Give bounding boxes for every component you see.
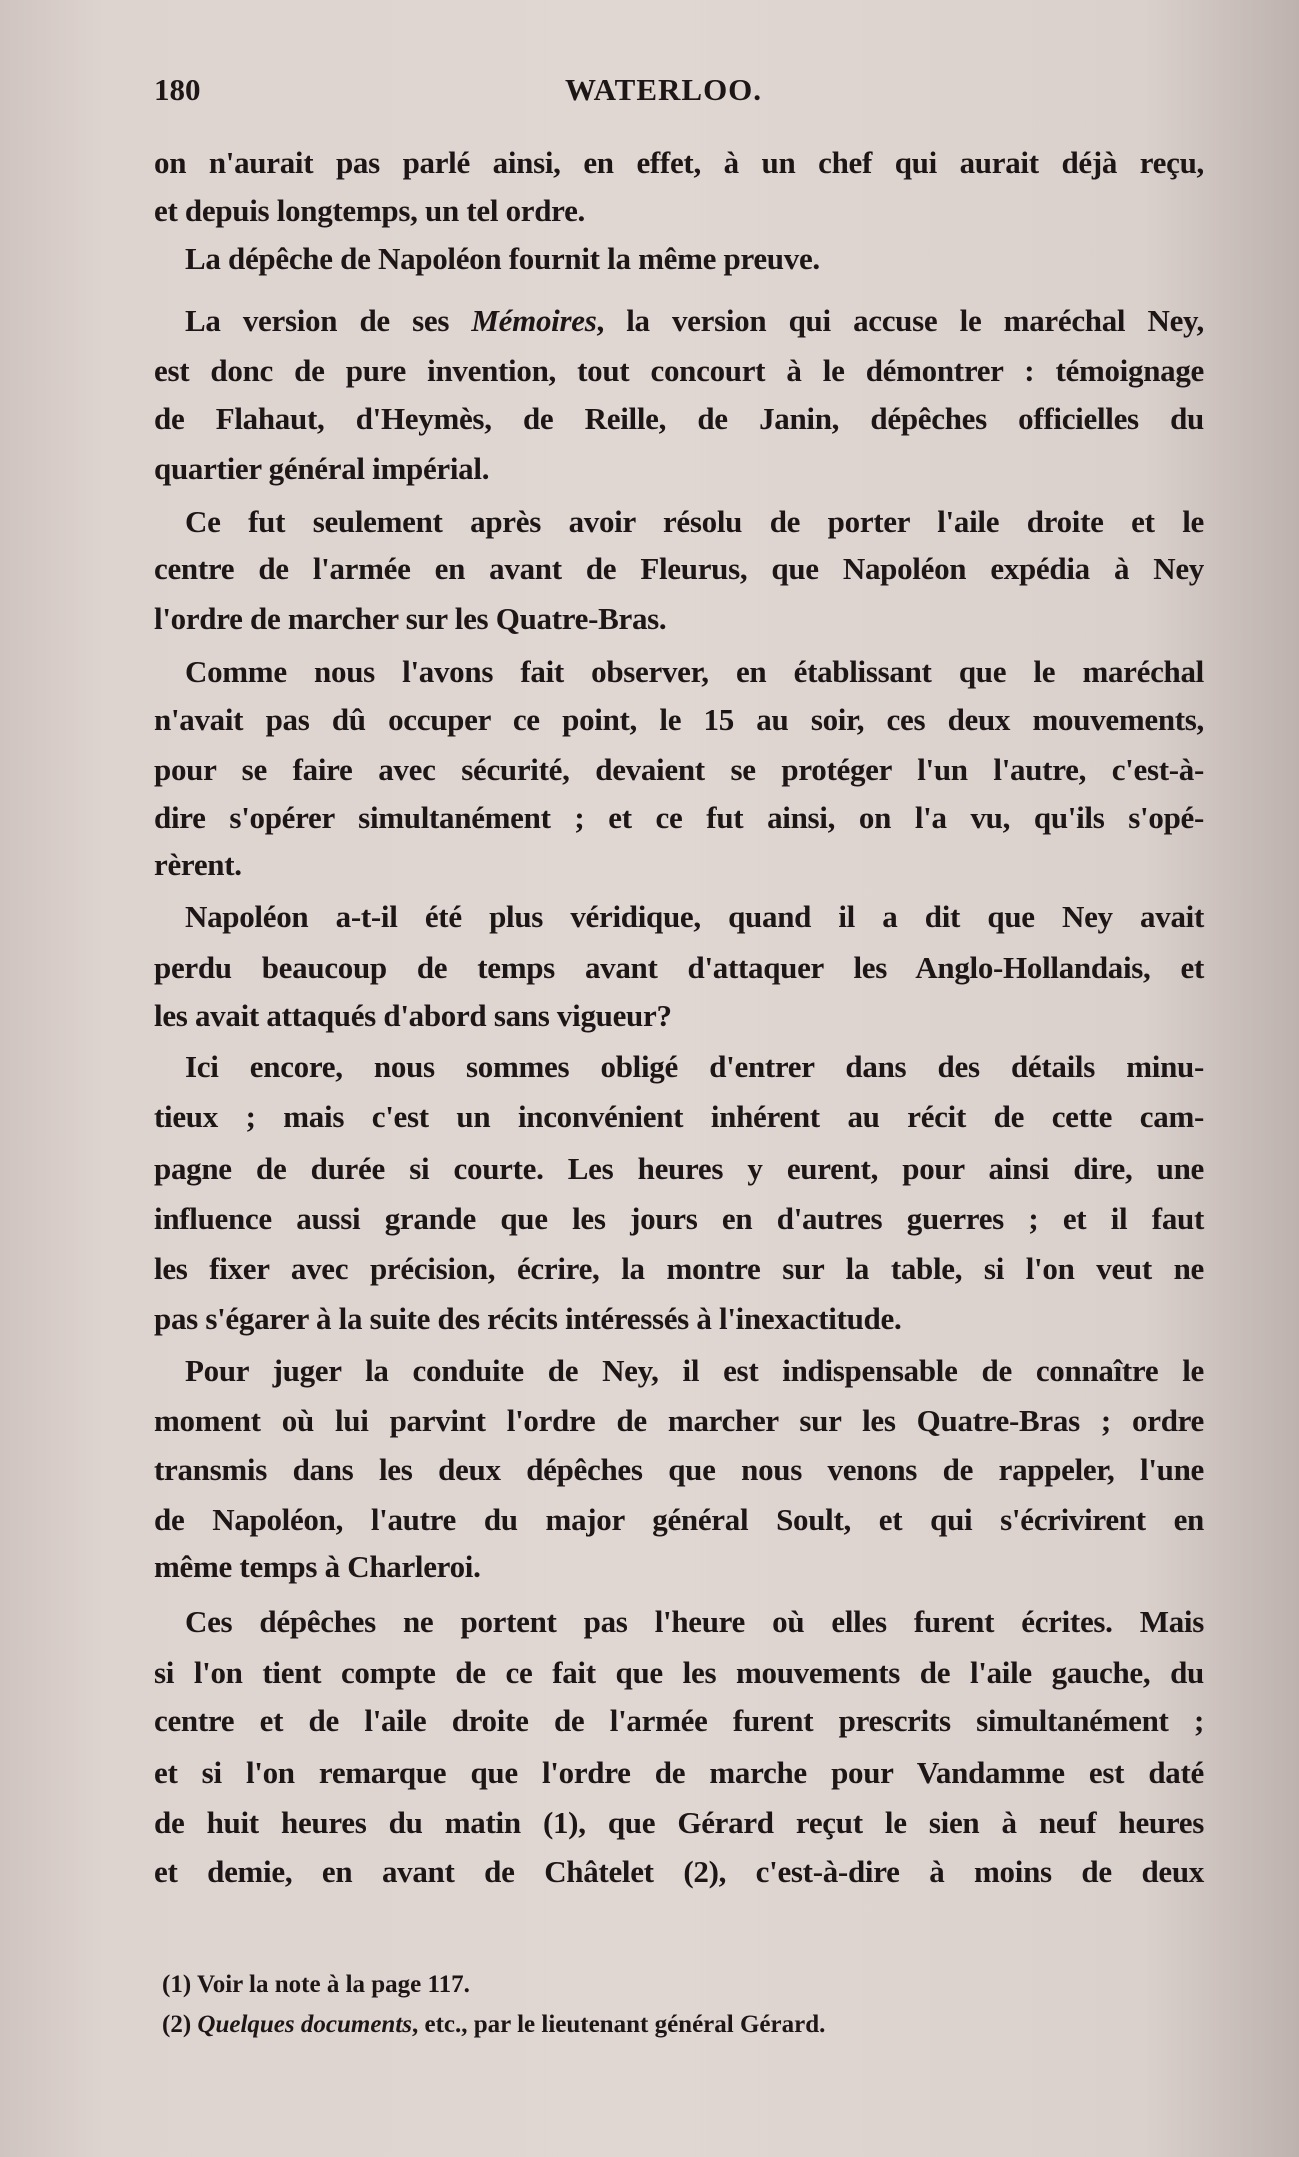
text-line: Napoléon a-t-il été plus véridique, quand il a dit que Ney avait: [185, 899, 1204, 934]
text-line: influence aussi grande que les jours en d'autres guerres ; et il faut: [154, 1201, 1204, 1236]
text-line: Ces dépêches ne portent pas l'heure où elles furent écrites. Mais: [185, 1604, 1204, 1639]
text-line: dire s'opérer simultanément ; et ce fut ainsi, on l'a vu, qu'ils s'opé-: [154, 800, 1204, 835]
text-line: tieux ; mais c'est un inconvénient inhérent au récit de cette cam-: [154, 1099, 1204, 1134]
text-line: n'avait pas dû occuper ce point, le 15 au soir, ces deux mouvements,: [154, 702, 1204, 737]
running-title: WATERLOO.: [565, 72, 763, 107]
text-line: transmis dans les deux dépêches que nous venons de rappeler, l'une: [154, 1452, 1204, 1487]
text-line: de Flahaut, d'Heymès, de Reille, de Janin, dépêches officielles du: [154, 401, 1204, 436]
text-line: pagne de durée si courte. Les heures y eurent, pour ainsi dire, une: [154, 1151, 1204, 1186]
text-line: l'ordre de marcher sur les Quatre-Bras.: [154, 601, 667, 636]
text-line: Ici encore, nous sommes obligé d'entrer dans des détails minu-: [185, 1049, 1204, 1084]
italic-text: Mémoires: [471, 303, 597, 338]
text-line: pas s'égarer à la suite des récits intéressés à l'inexactitude.: [154, 1301, 902, 1336]
text-line: Ce fut seulement après avoir résolu de porter l'aile droite et le: [185, 504, 1204, 539]
text-line: La dépêche de Napoléon fournit la même preuve.: [185, 241, 820, 276]
footnote: [162, 1968, 470, 2002]
text-line: les fixer avec précision, écrire, la montre sur la table, si l'on veut ne: [154, 1251, 1204, 1286]
text-line: [185, 299, 1204, 343]
text-line: Pour juger la conduite de Ney, il est indispensable de connaître le: [185, 1353, 1204, 1388]
text-segment: , la version qui accuse le maréchal Ney,: [596, 303, 1204, 338]
text-line: et si l'on remarque que l'ordre de marche pour Vandamme est daté: [154, 1755, 1204, 1790]
text-line: pour se faire avec sécurité, devaient se protéger l'un l'autre, c'est-à-: [154, 752, 1204, 787]
text-line: et demie, en avant de Châtelet (2), c'est-à-dire à moins de deux: [154, 1854, 1204, 1889]
text-line: moment où lui parvint l'ordre de marcher sur les Quatre-Bras ; ordre: [154, 1403, 1204, 1438]
text-line: même temps à Charleroi.: [154, 1549, 481, 1584]
text-line: et depuis longtemps, un tel ordre.: [154, 193, 585, 228]
text-line: de huit heures du matin (1), que Gérard reçut le sien à neuf heures: [154, 1805, 1204, 1840]
text-line: perdu beaucoup de temps avant d'attaquer les Anglo-Hollandais, et: [154, 950, 1204, 985]
text-line: Comme nous l'avons fait observer, en établissant que le maréchal: [185, 654, 1204, 689]
text-line: centre de l'armée en avant de Fleurus, que Napoléon expédia à Ney: [154, 551, 1204, 586]
text-segment: La version de ses: [185, 303, 472, 338]
italic-text: Quelques documents: [197, 2011, 413, 2038]
text-line: on n'aurait pas parlé ainsi, en effet, à un chef qui aurait déjà reçu,: [154, 145, 1204, 180]
text-line: est donc de pure invention, tout concourt à le démontrer : témoignage: [154, 353, 1204, 388]
page-number: 180: [154, 72, 201, 107]
text-segment: (2): [162, 2011, 198, 2038]
text-line: quartier général impérial.: [154, 451, 490, 486]
text-line: les avait attaqués d'abord sans vigueur?: [154, 998, 672, 1033]
footnote: [162, 2008, 825, 2042]
text-line: rèrent.: [154, 847, 242, 882]
text-segment: (1) Voir la note à la page 117.: [162, 1971, 470, 1998]
text-line: si l'on tient compte de ce fait que les mouvements de l'aile gauche, du: [154, 1655, 1204, 1690]
text-segment: , etc., par le lieutenant général Gérard.: [412, 2011, 826, 2038]
text-line: centre et de l'aile droite de l'armée furent prescrits simultanément ;: [154, 1703, 1204, 1738]
text-line: de Napoléon, l'autre du major général Soult, et qui s'écrivirent en: [154, 1502, 1204, 1537]
